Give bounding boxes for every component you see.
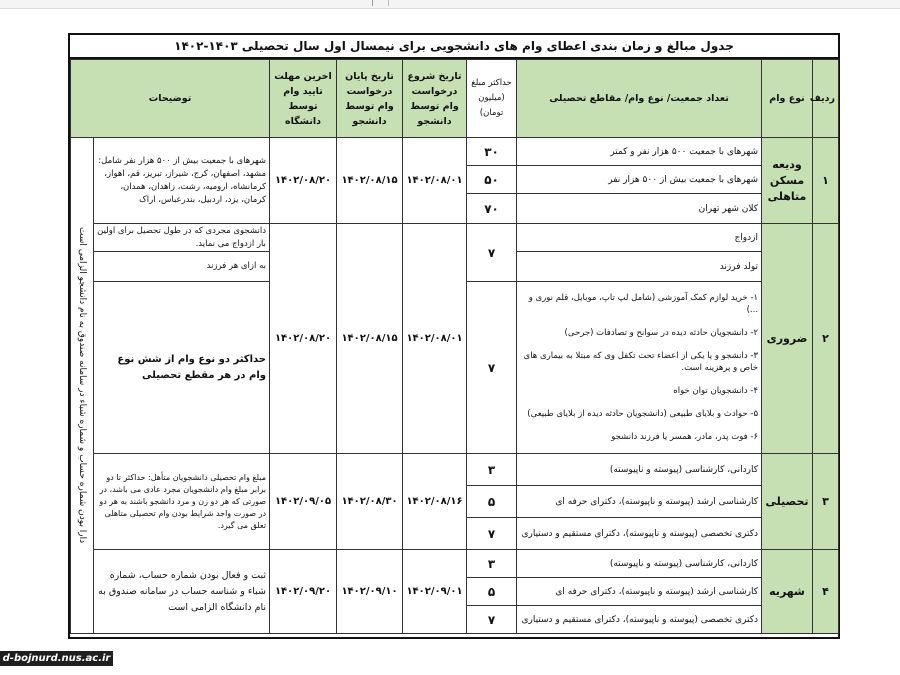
end-date-cell: ۱۴۰۲/۰۸/۱۵ (337, 224, 403, 454)
row-number: ۱ (813, 138, 839, 224)
divider (372, 0, 373, 6)
amount-cell: ۷ (467, 224, 517, 282)
header-max-amount: حداکثر مبلغ (میلیون تومان) (467, 60, 517, 138)
notes-cell: به ازای هر فرزند (94, 252, 270, 282)
notes-cell: حداکثر دو نوع وام از شش نوع وام در هر مقطع تحصیلی (94, 282, 270, 454)
amount-cell: ۳ (467, 454, 517, 486)
list-item: ۶- فوت پدر، مادر، همسر یا فرزند دانشجو (611, 432, 759, 442)
amount-cell: ۳۰ (467, 138, 517, 166)
category-cell: شهرهای با جمعیت بیش از ۵۰۰ هزار نفر (517, 166, 762, 194)
loan-table (70, 59, 839, 634)
end-date-cell: ۱۴۰۲/۰۸/۳۰ (337, 454, 403, 550)
amount-cell: ۵ (467, 486, 517, 518)
approval-deadline-cell: ۱۴۰۲/۰۸/۲۰ (270, 138, 337, 224)
list-item: ۱- خرید لوازم کمک آموزشی (شامل لپ تاپ، موبایل، قلم نوری و ...) (528, 293, 759, 315)
start-date-cell: ۱۴۰۲/۰۹/۰۱ (403, 550, 467, 634)
table-row (71, 138, 839, 166)
approval-deadline-cell: ۱۴۰۲/۰۹/۰۵ (270, 454, 337, 550)
list-item: ۳- دانشجو و یا یکی از اعضاء تحت تکفل وی که مبتلا به بیماری های خاص و پرهزینه است. (523, 351, 759, 373)
notes-cell: ثبت و فعال بودن شماره حساب، شماره شباء و شناسه حساب در سامانه صندوق به نام دانشگاه الزامی است (94, 550, 270, 634)
side-note-text: دارا بودن شماره حساب و شماره شباء در سامانه صندوق به نام دانشجو الزامی است (77, 227, 88, 544)
header-notes: توضیحات (71, 60, 270, 138)
category-cell: ازدواج (517, 224, 762, 252)
header-category: تعداد جمعیت/ نوع وام/ مقاطع تحصیلی (517, 60, 762, 138)
amount-cell: ۷۰ (467, 194, 517, 224)
notes-cell: دانشجوی مجردی که در طول تحصیل برای اولین بار ازدواج می نماید. (94, 224, 270, 252)
notes-cell: شهرهای با جمعیت بیش از ۵۰۰ هزار نفر شامل: مشهد، اصفهان، کرج، شیراز، تبریز، قم، اهواز، کرمانشاه، ارومیه، رشت، زاهدان، همدان، کرمان، یزد، اردبیل، بندرعباس، اراک (94, 138, 270, 224)
category-cell: شهرهای با جمعیت ۵۰۰ هزار نفر و کمتر (517, 138, 762, 166)
notes-cell: مبلغ وام تحصیلی دانشجویان متأهل: حداکثر تا دو برابر مبلغ وام دانشجویان مجرد عادی می باشد، در صورتی که هر دو زن و مرد دانشجو باشند به هر دو در صورت واجد شرایط بودن وام تحصیلی متاهلی تعلق می گیرد. (94, 454, 270, 550)
loan-type-cell: شهریه (762, 550, 813, 634)
divider (388, 0, 389, 6)
start-date-cell: ۱۴۰۲/۰۸/۱۶ (403, 454, 467, 550)
end-date-cell: ۱۴۰۲/۰۹/۱۰ (337, 550, 403, 634)
category-cell: کارشناسی ارشد (پیوسته و ناپیوسته)، دکترای حرفه ای (517, 578, 762, 606)
header-end-date: تاریخ پایان درخواست وام توسط دانشجو (337, 60, 403, 138)
header-approval-deadline: اخرین مهلت تایید وام توسط دانشگاه (270, 60, 337, 138)
amount-cell: ۷ (467, 282, 517, 454)
approval-deadline-cell: ۱۴۰۲/۰۸/۲۰ (270, 224, 337, 454)
end-date-cell: ۱۴۰۲/۰۸/۱۵ (337, 138, 403, 224)
site-watermark: d-bojnurd.nus.ac.ir (0, 651, 113, 666)
document-title: جدول مبالغ و زمان بندی اعطای وام های دانشجویی برای نیمسال اول سال تحصیلی ۱۴۰۳-۱۴۰۲ (70, 35, 838, 59)
amount-cell: ۵۰ (467, 166, 517, 194)
approval-deadline-cell: ۱۴۰۲/۰۹/۲۰ (270, 550, 337, 634)
category-cell: کاردانی، کارشناسی (پیوسته و ناپیوسته) (517, 550, 762, 578)
header-row (71, 60, 839, 138)
loan-type-cell: تحصیلی (762, 454, 813, 550)
table-row (71, 550, 839, 578)
list-item: ۴- دانشجویان توان خواه (673, 386, 759, 396)
amount-cell: ۵ (467, 578, 517, 606)
start-date-cell: ۱۴۰۲/۰۸/۰۱ (403, 138, 467, 224)
table-row (71, 454, 839, 486)
category-cell: کلان شهر تهران (517, 194, 762, 224)
amount-cell: ۷ (467, 606, 517, 634)
table-row (71, 224, 839, 252)
side-note-cell (71, 138, 94, 634)
category-list-cell (517, 282, 762, 454)
category-cell: دکتری تخصصی (پیوسته و ناپیوسته)، دکترای مستقیم و دستیاری (517, 518, 762, 550)
header-loan-type: نوع وام (762, 60, 813, 138)
category-cell: کاردانی، کارشناسی (پیوسته و ناپیوسته) (517, 454, 762, 486)
header-row-no: ردیف (813, 60, 839, 138)
window-top-strip (0, 0, 900, 9)
row-number: ۳ (813, 454, 839, 550)
amount-cell: ۳ (467, 550, 517, 578)
row-number: ۲ (813, 224, 839, 454)
list-item: ۵- حوادث و بلایای طبیعی (دانشجویان حادثه دیده از بلایای طبیعی) (527, 409, 759, 419)
list-item: ۲- دانشجویان حادثه دیده در سوانح و تصادفات (جرحی) (564, 328, 759, 338)
category-cell: تولد فرزند (517, 252, 762, 282)
row-number: ۴ (813, 550, 839, 634)
category-cell: دکتری تخصصی (پیوسته و ناپیوسته)، دکترای مستقیم و دستیاری (517, 606, 762, 634)
category-cell: کارشناسی ارشد (پیوسته و ناپیوسته)، دکترای حرفه ای (517, 486, 762, 518)
loan-schedule-document (68, 33, 840, 639)
loan-type-cell: ضروری (762, 224, 813, 454)
header-start-date: تاریخ شروع درخواست وام توسط دانشجو (403, 60, 467, 138)
loan-type-cell: ودیعه مسکن متاهلی (762, 138, 813, 224)
amount-cell: ۷ (467, 518, 517, 550)
start-date-cell: ۱۴۰۲/۰۸/۰۱ (403, 224, 467, 454)
